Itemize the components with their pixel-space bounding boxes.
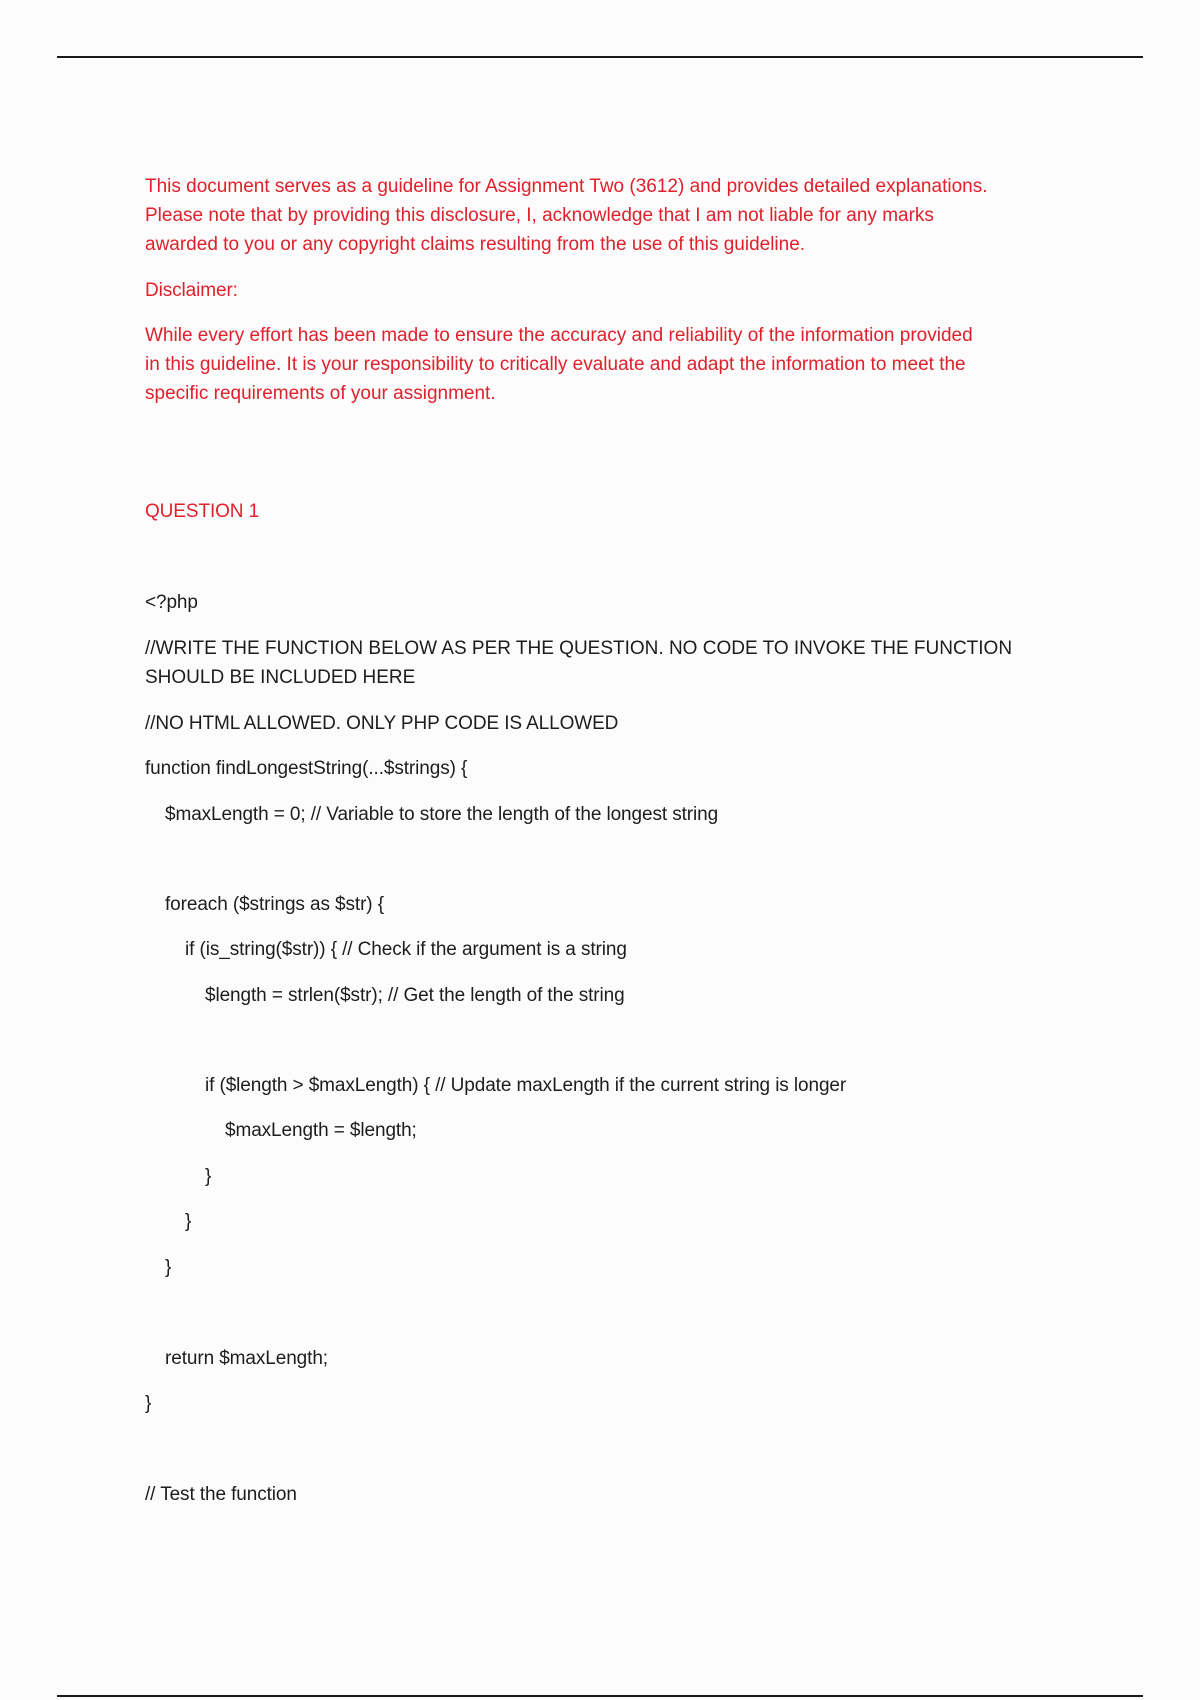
code-max-init: $maxLength = 0; // Variable to store the length of the longest string <box>165 804 719 825</box>
code-if-string: if (is_string($str)) { // Check if the argument is a string <box>185 939 627 960</box>
code-comment-no-html: //NO HTML ALLOWED. ONLY PHP CODE IS ALLOWED <box>145 713 619 734</box>
code-close-brace-if: } <box>185 1211 192 1232</box>
intro-line-2: Please note that by providing this disclosure, I, acknowledge that I am not liable for any marks <box>145 205 934 226</box>
intro-line-1: This document serves as a guideline for Assignment Two (3612) and provides detailed explanations. <box>145 176 988 197</box>
disclaimer-line-3: specific requirements of your assignment. <box>145 383 496 404</box>
top-rule <box>57 56 1143 58</box>
disclaimer-paragraph <box>145 321 1065 408</box>
code-comment-write-line-2: SHOULD BE INCLUDED HERE <box>145 667 416 688</box>
code-function-declaration: function findLongestString(...$strings) { <box>145 758 468 779</box>
disclaimer-heading: Disclaimer: <box>145 280 238 301</box>
code-if-longer: if ($length > $maxLength) { // Update maxLength if the current string is longer <box>205 1075 847 1096</box>
code-comment-write <box>145 634 1065 692</box>
bottom-rule <box>57 1695 1143 1697</box>
code-close-brace-inner: } <box>205 1166 212 1187</box>
code-comment-write-line-1: //WRITE THE FUNCTION BELOW AS PER THE QUESTION. NO CODE TO INVOKE THE FUNCTION <box>145 638 1013 659</box>
code-return: return $maxLength; <box>165 1348 328 1369</box>
disclaimer-line-2: in this guideline. It is your responsibility to critically evaluate and adapt the information to meet the <box>145 354 966 375</box>
code-length-assign: $length = strlen($str); // Get the length of the string <box>205 985 625 1006</box>
intro-line-3: awarded to you or any copyright claims resulting from the use of this guideline. <box>145 234 806 255</box>
intro-paragraph <box>145 172 1065 259</box>
code-max-assign: $maxLength = $length; <box>225 1120 417 1141</box>
disclaimer-line-1: While every effort has been made to ensure the accuracy and reliability of the information provided <box>145 325 973 346</box>
code-foreach: foreach ($strings as $str) { <box>165 894 384 915</box>
code-test-comment: // Test the function <box>145 1484 297 1505</box>
code-close-brace-foreach: } <box>165 1257 172 1278</box>
code-open-tag: <?php <box>145 592 198 613</box>
code-close-brace-function: } <box>145 1393 152 1414</box>
question-heading: QUESTION 1 <box>145 501 260 522</box>
